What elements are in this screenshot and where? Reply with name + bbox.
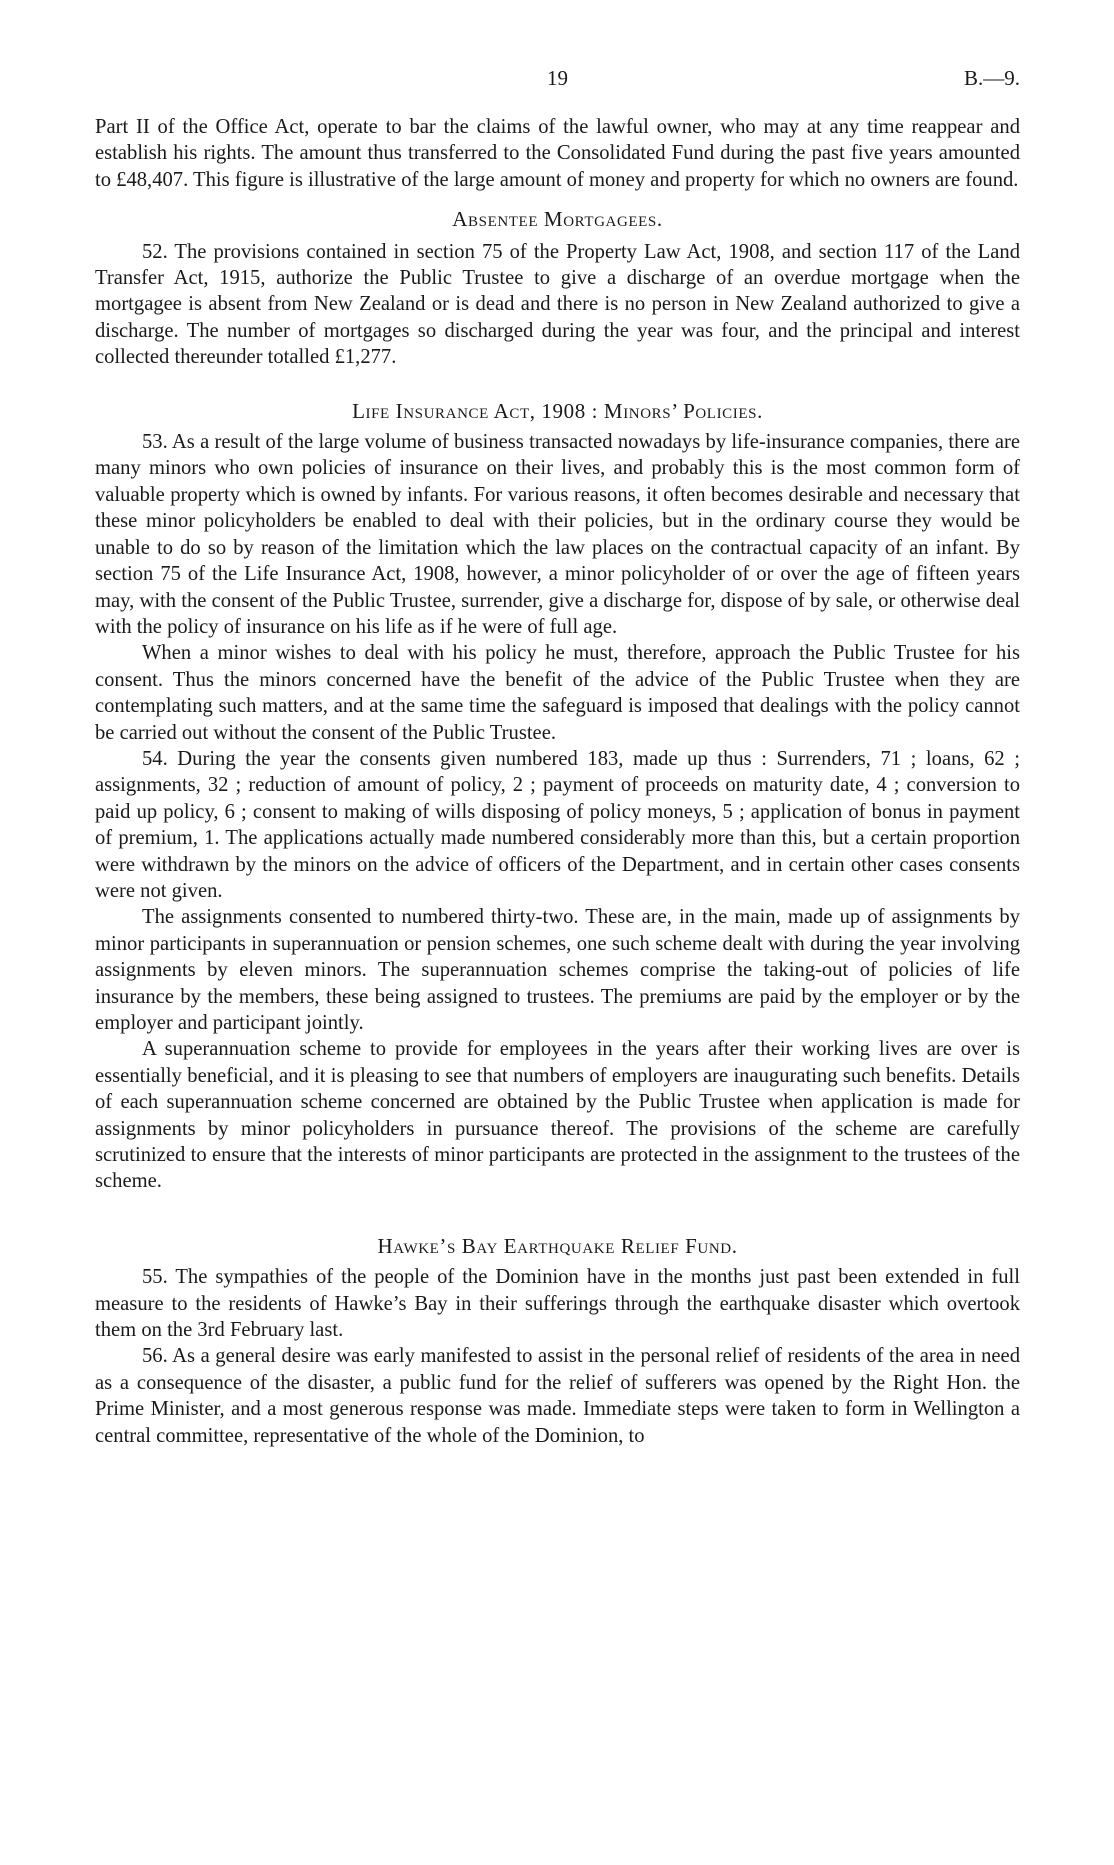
paragraph-52: 52. The provisions contained in section 75 of the Property Law Act, 1908, and section 117 of the Land Transfer Act, 1915, authorize the Public Trustee to give a discharge of an overdue mortgage when the mortgagee is absent from New Zealand or is dead and there is no person in New Zealand authorized to give a discharge. The number of mortgages so discharged during the year was four, and the principal and interest collected thereunder totalled £1,277. [95, 240, 1020, 369]
heading-life-insurance-act: Life Insurance Act, 1908 : Minors’ Policies. [352, 398, 763, 423]
paragraph-continuation: Part II of the Office Act, operate to bar the claims of the lawful owner, who may at any time reappear and establish his rights. The amount thus transferred to the Consolidated Fund during the past five years amounted to £48,407. This figure is illustrative of the large amount of money and property for which no owners are found. [95, 116, 1020, 191]
paragraph-53-continued: When a minor wishes to deal with his policy he must, therefore, approach the Public Trustee for his consent. Thus the minors concerned have the benefit of the advice of the Public Trustee when they are contemplating such matters, and at the same time the safeguard is imposed that dealings with the policy cannot be carried out without the consent of the Public Trustee. [95, 642, 1020, 744]
paragraph-56: 56. As a general desire was early manifested to assist in the personal relief of residents of the area in need as a consequence of the disaster, a public fund for the relief of sufferers was opened by the Right Hon. the Prime Minister, and a most generous response was made. Immediate steps were taken to form in Wellington a central committee, representative of the whole of the Dominion, to [95, 1345, 1020, 1447]
page-number: 19 [547, 66, 568, 90]
body-text [95, 114, 1020, 1449]
heading-hawkes-bay-relief-fund: Hawke’s Bay Earthquake Relief Fund. [377, 1233, 738, 1258]
page-header [95, 66, 1020, 96]
heading-absentee-mortgagees: Absentee Mortgagees. [452, 207, 663, 232]
paragraph-54-assignments: The assignments consented to numbered thirty-two. These are, in the main, made up of assignments by minor participants in superannuation or pension schemes, one such scheme dealt with during the year involving assignments by eleven minors. The superannuation schemes comprise the taking-out of policies of life insurance by the members, these being assigned to trustees. The premiums are paid by the employer or by the employer and participant jointly. [95, 906, 1020, 1034]
paragraph-55: 55. The sympathies of the people of the Dominion have in the months just past been extended in full measure to the residents of Hawke’s Bay in their sufferings through the earthquake disaster which overtook them on the 3rd February last. [95, 1266, 1020, 1342]
page-reference: B.—9. [963, 66, 1020, 90]
paragraph-54: 54. During the year the consents given numbered 183, made up thus : Surrenders, 71 ; loans, 62 ; assignments, 32 ; reduction of amount of policy, 2 ; payment of proceeds on maturity date, 4 ; conversion to paid up policy, 6 ; consent to making of wills disposing of policy moneys, 5 ; application of bonus in payment of premium, 1. The applications actually made numbered considerably more than this, but a certain proportion were withdrawn by the minors on the advice of officers of the Department, and in certain other cases consents were not given. [95, 747, 1020, 902]
paragraph-54-superannuation: A superannuation scheme to provide for employees in the years after their working lives are over is essentially beneficial, and it is pleasing to see that numbers of employers are inaugurating such benefits. Details of each superannuation scheme concerned are obtained by the Public Trustee when application is made for assignments by minor policyholders in pursuance thereof. The provisions of the scheme are carefully scrutinized to ensure that the interests of minor participants are protected in the assignment to the trustees of the scheme. [95, 1038, 1020, 1193]
paragraph-53: 53. As a result of the large volume of business transacted nowadays by life-insurance companies, there are many minors who own policies of insurance on their lives, and probably this is the most common form of valuable property which is owned by infants. For various reasons, it often becomes desirable and necessary that these minor policyholders be enabled to deal with their policies, but in the ordinary course they would be unable to do so by reason of the limitation which the law places on the contractual capacity of an infant. By section 75 of the Life Insurance Act, 1908, however, a minor policyholder of or over the age of fifteen years may, with the consent of the Public Trustee, surrender, give a discharge for, dispose of by sale, or otherwise deal with the policy of insurance on his life as if he were of full age. [95, 431, 1020, 638]
